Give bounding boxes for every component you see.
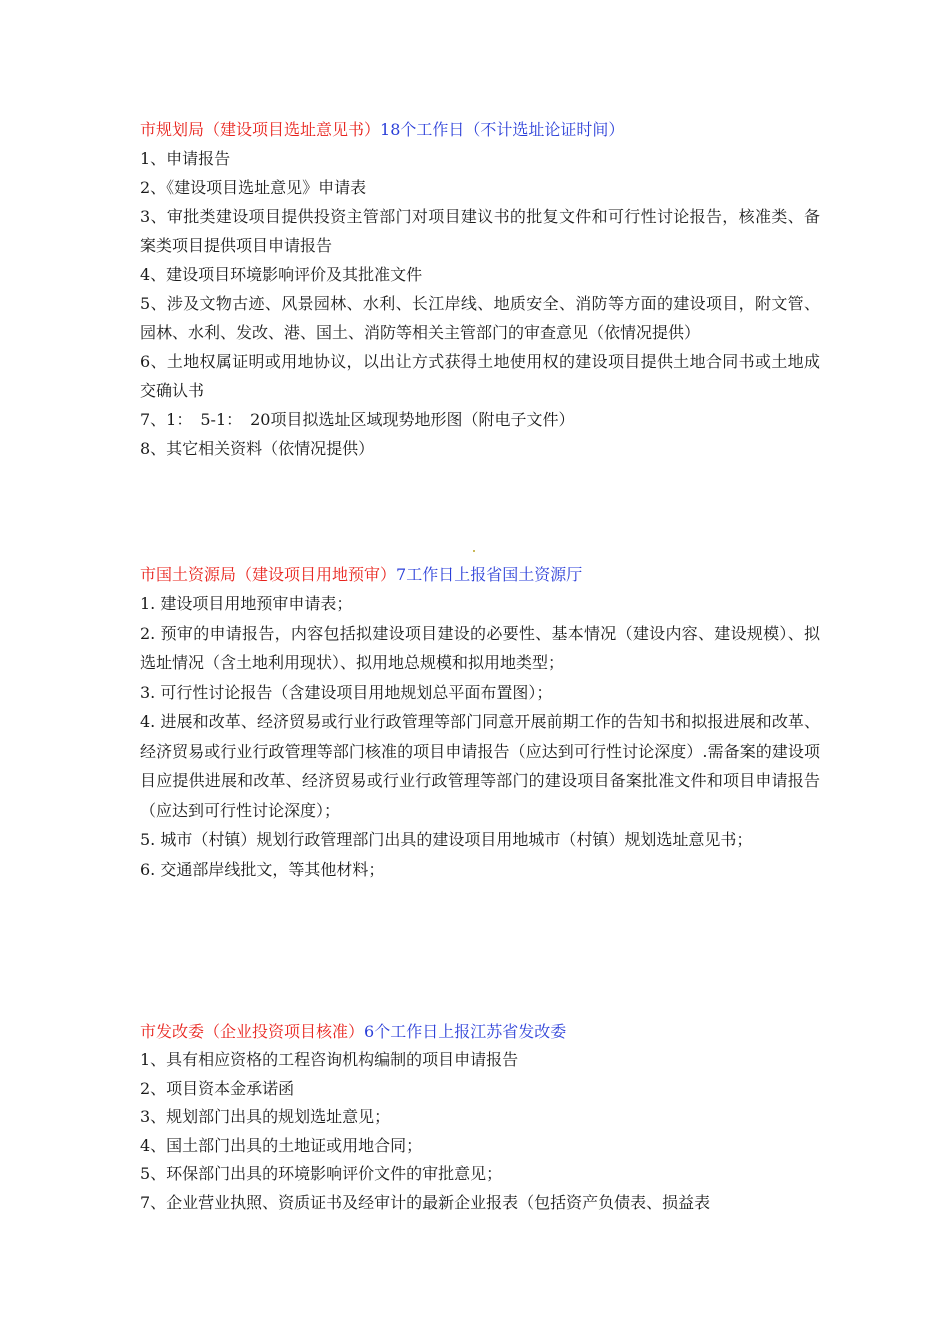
section-land-resources-bureau	[140, 560, 820, 884]
section-development-reform-commission	[140, 1017, 820, 1218]
list-item: 5、涉及文物古迹、风景园林、水利、长江岸线、地质安全、消防等方面的建设项目，附文管、园林、水利、发改、港、国土、消防等相关主管部门的审查意见（依情况提供）	[140, 294, 820, 342]
list-item: 1、具有相应资格的工程咨询机构编制的项目申请报告	[140, 1050, 519, 1069]
agency-title: 市国土资源局（建设项目用地预审）	[140, 565, 397, 584]
list-item: 3. 可行性讨论报告（含建设项目用地规划总平面布置图）；	[140, 682, 553, 702]
list-item: 4. 进展和改革、经济贸易或行业行政管理等部门同意开展前期工作的告知书和拟报进展和改革、经济贸易或行业行政管理等部门核准的项目申请报告（应达到可行性讨论深度）.需备案的建设项目应提供进展和改革、经济贸易或行业行政管理等部门的建设项目备案批准文件和项目申请报告（应达到可行性讨论深度）；	[140, 712, 820, 820]
list-item: 2、项目资本金承诺函	[140, 1078, 295, 1098]
agency-title: 市发改委（企业投资项目核准）	[140, 1022, 365, 1041]
list-item: 4、国土部门出具的土地证或用地合同；	[140, 1135, 423, 1155]
list-item: 3、规划部门出具的规划选址意见；	[140, 1107, 391, 1127]
list-item: 1. 建设项目用地预审申请表；	[140, 594, 353, 613]
deadline-text: 6个工作日上报江苏省发改委	[364, 1022, 567, 1041]
list-item: 5、环保部门出具的环境影响评价文件的审批意见；	[140, 1164, 503, 1184]
list-item: 2、《建设项目选址意见》申请表	[140, 178, 367, 197]
list-item: 8、其它相关资料（依情况提供）	[140, 439, 375, 458]
list-item: 6、土地权属证明或用地协议，以出让方式获得土地使用权的建设项目提供土地合同书或土地成交确认书	[140, 352, 820, 400]
agency-title: 市规划局（建设项目选址意见书）	[140, 120, 381, 139]
list-item: 7、1： 5-1： 20项目拟选址区域现势地形图（附电子文件）	[140, 410, 575, 429]
section-heading	[140, 1017, 820, 1046]
stray-mark	[473, 550, 475, 552]
section-heading	[140, 560, 820, 589]
section-planning-bureau	[140, 115, 820, 463]
list-item: 5. 城市（村镇）规划行政管理部门出具的建设项目用地城市（村镇）规划选址意见书；	[140, 830, 753, 849]
deadline-text: 18个工作日（不计选址论证时间）	[380, 120, 625, 139]
list-item: 2. 预审的申请报告，内容包括拟建设项目建设的必要性、基本情况（建设内容、建设规模）、拟选址情况（含土地利用现状）、拟用地总规模和拟用地类型；	[140, 623, 820, 672]
deadline-text: 7工作日上报省国土资源厅	[396, 565, 583, 584]
section-heading	[140, 115, 820, 144]
list-item: 1、申请报告	[140, 149, 231, 168]
list-item: 6. 交通部岸线批文，等其他材料；	[140, 859, 385, 879]
list-item: 7、企业营业执照、资质证书及经审计的最新企业报表（包括资产负债表、损益表	[140, 1192, 711, 1212]
list-item: 3、审批类建设项目提供投资主管部门对项目建议书的批复文件和可行性讨论报告，核准类、备案类项目提供项目申请报告	[140, 207, 820, 255]
list-item: 4、建设项目环境影响评价及其批准文件	[140, 265, 423, 284]
